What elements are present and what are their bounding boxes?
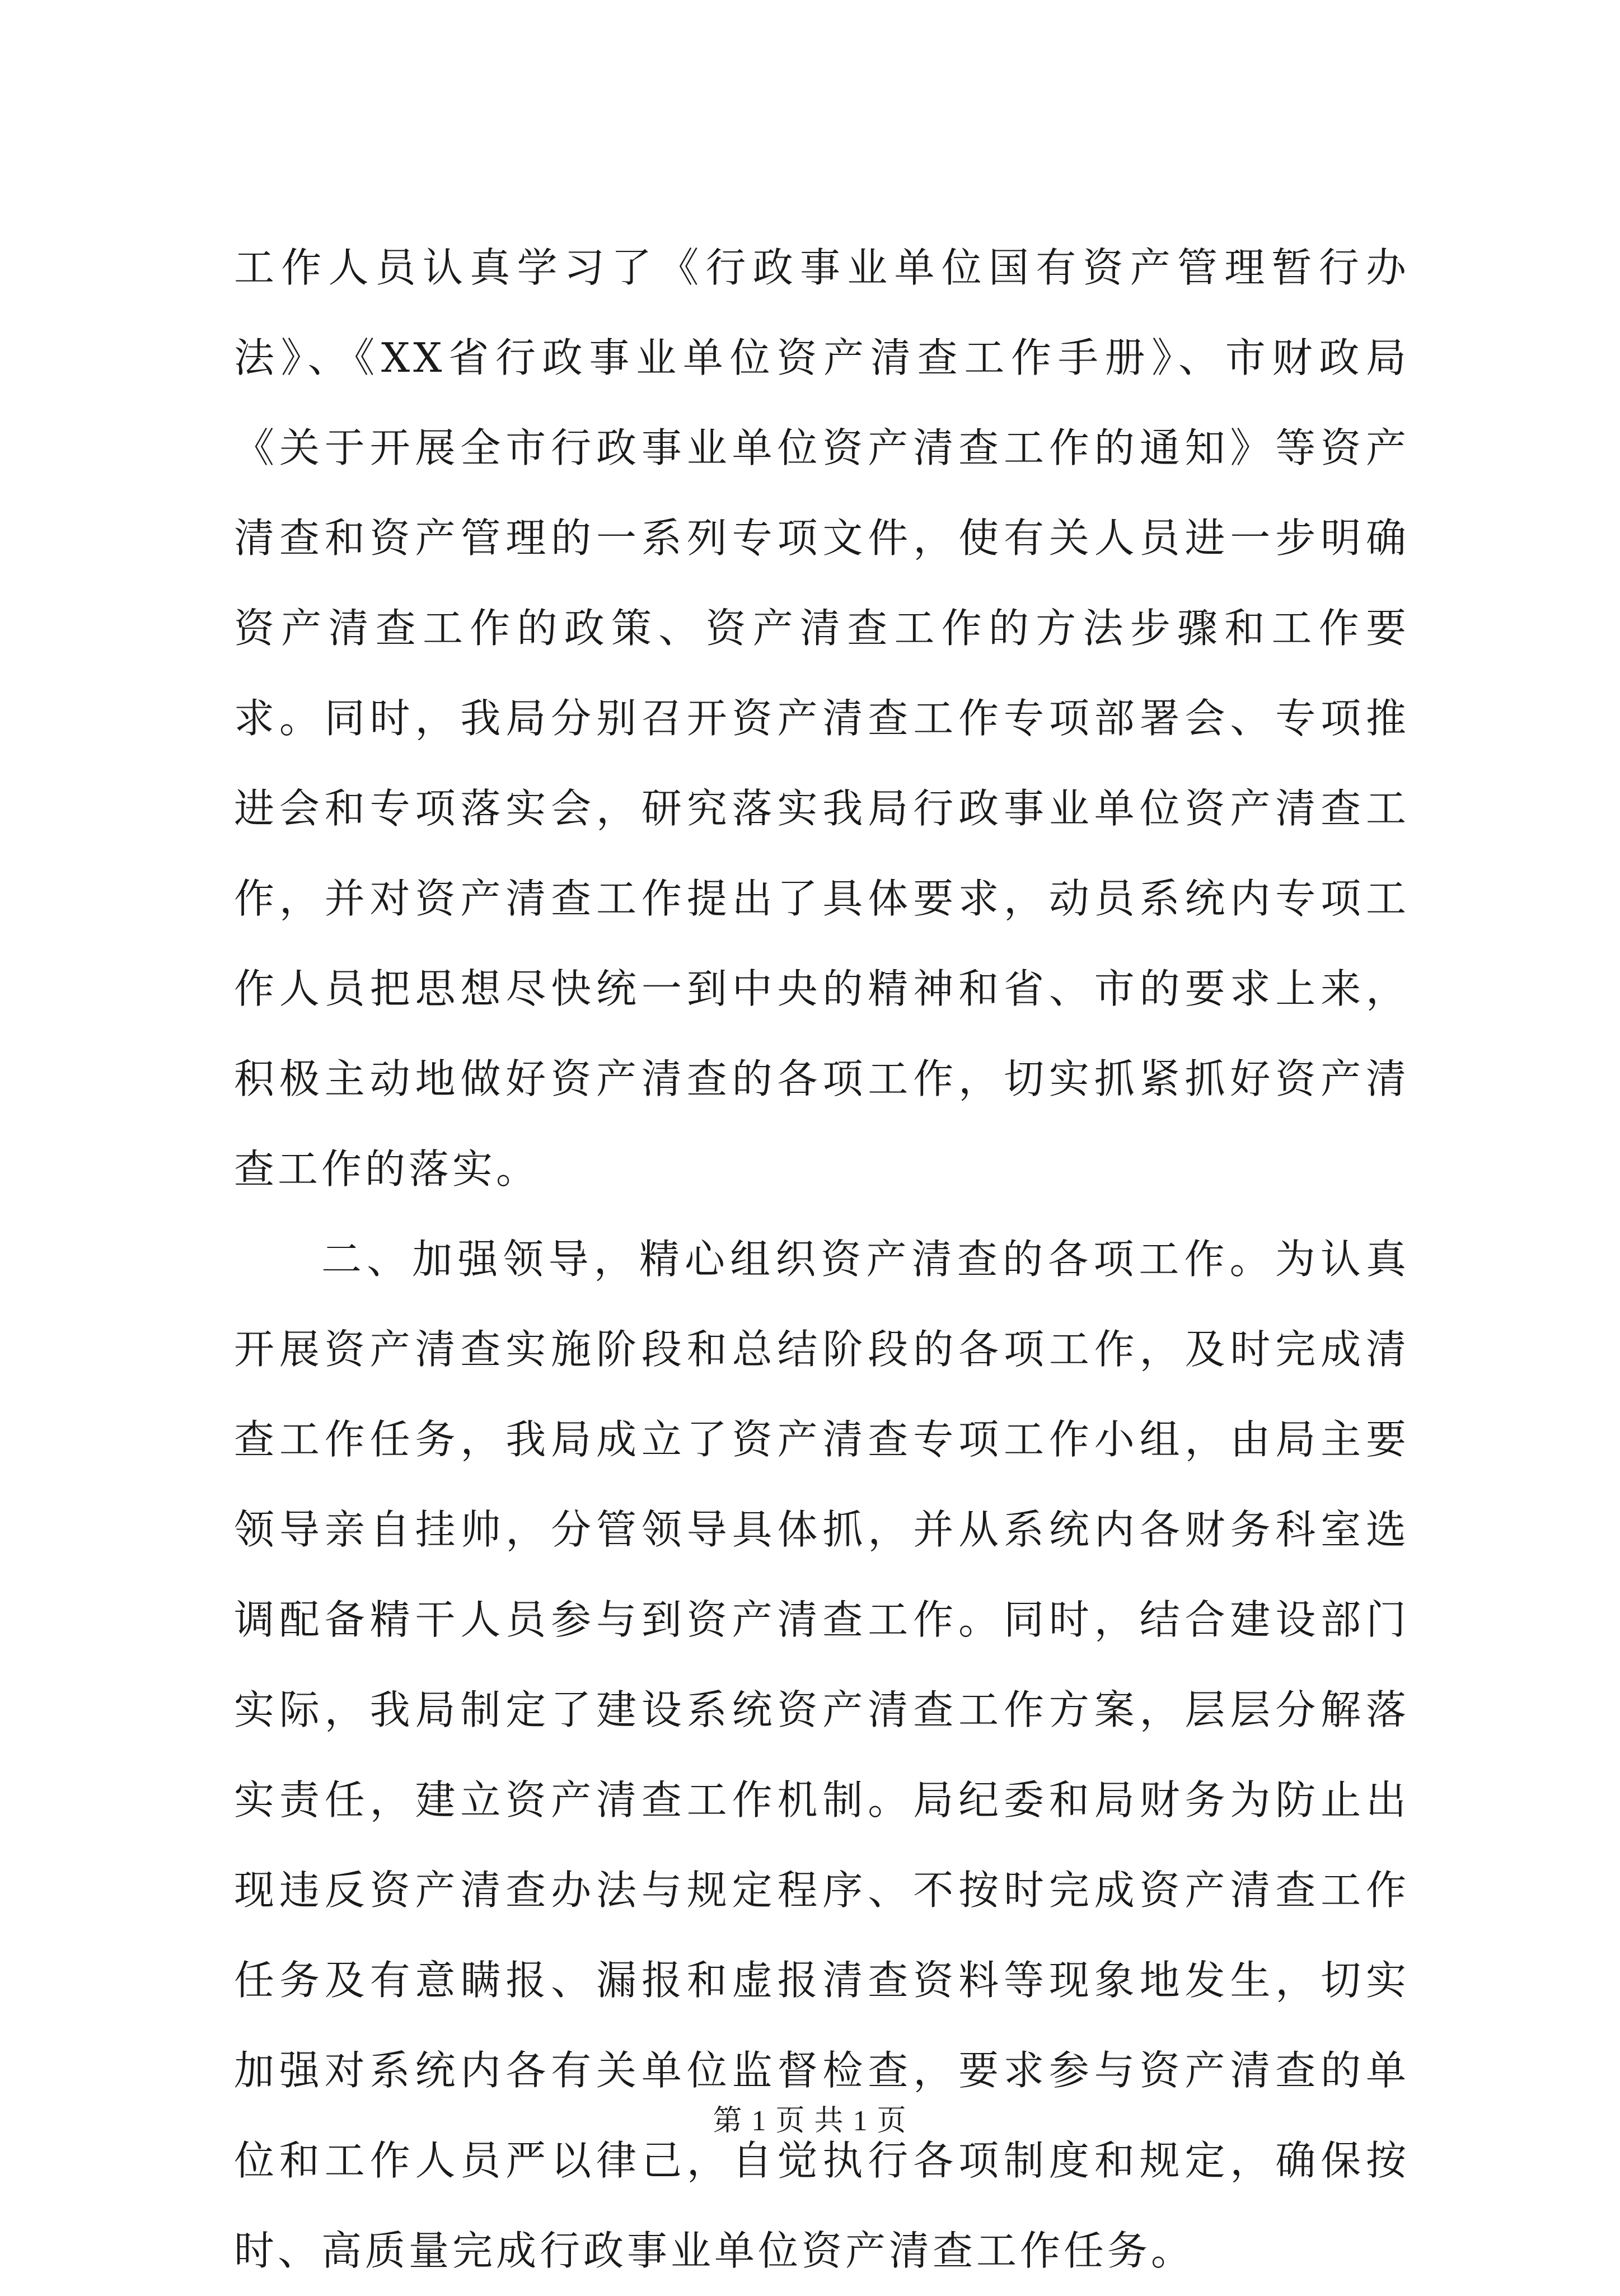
document-body bbox=[234, 223, 1410, 2296]
page-footer: 第 1 页 共 1 页 bbox=[713, 2105, 907, 2137]
paragraph-2: 二、加强领导，精心组织资产清查的各项工作。为认真开展资产清查实施阶段和总结阶段的各项工作，及时完成清查工作任务，我局成立了资产清查专项工作小组，由局主要领导亲自挂帅，分管领导具体抓，并从系统内各财务科室选调配备精干人员参与到资产清查工作。同时，结合建设部门实际，我局制定了建设系统资产清查工作方案，层层分解落实责任，建立资产清查工作机制。局纪委和局财务为防止出现违反资产清查办法与规定程序、不按时完成资产清查工作任务及有意瞒报、漏报和虚报清查资料等现象地发生，切实加强对系统内各有关单位监督检查，要求参与资产清查的单位和工作人员严以律己，自觉执行各项制度和规定，确保按时、高质量完成行政事业单位资产清查工作任务。 bbox=[234, 1236, 1410, 2274]
paragraph-1: 工作人员认真学习了《行政事业单位国有资产管理暂行办法》、《XX省行政事业单位资产清查工作手册》、市财政局《关于开展全市行政事业单位资产清查工作的通知》等资产清查和资产管理的一系列专项文件，使有关人员进一步明确资产清查工作的政策、资产清查工作的方法步骤和工作要求。同时，我局分别召开资产清查工作专项部署会、专项推进会和专项落实会，研究落实我局行政事业单位资产清查工作，并对资产清查工作提出了具体要求，动员系统内专项工作人员把思想尽快统一到中央的精神和省、市的要求上来，积极主动地做好资产清查的各项工作，切实抓紧抓好资产清查工作的落实。 bbox=[234, 244, 1410, 1193]
